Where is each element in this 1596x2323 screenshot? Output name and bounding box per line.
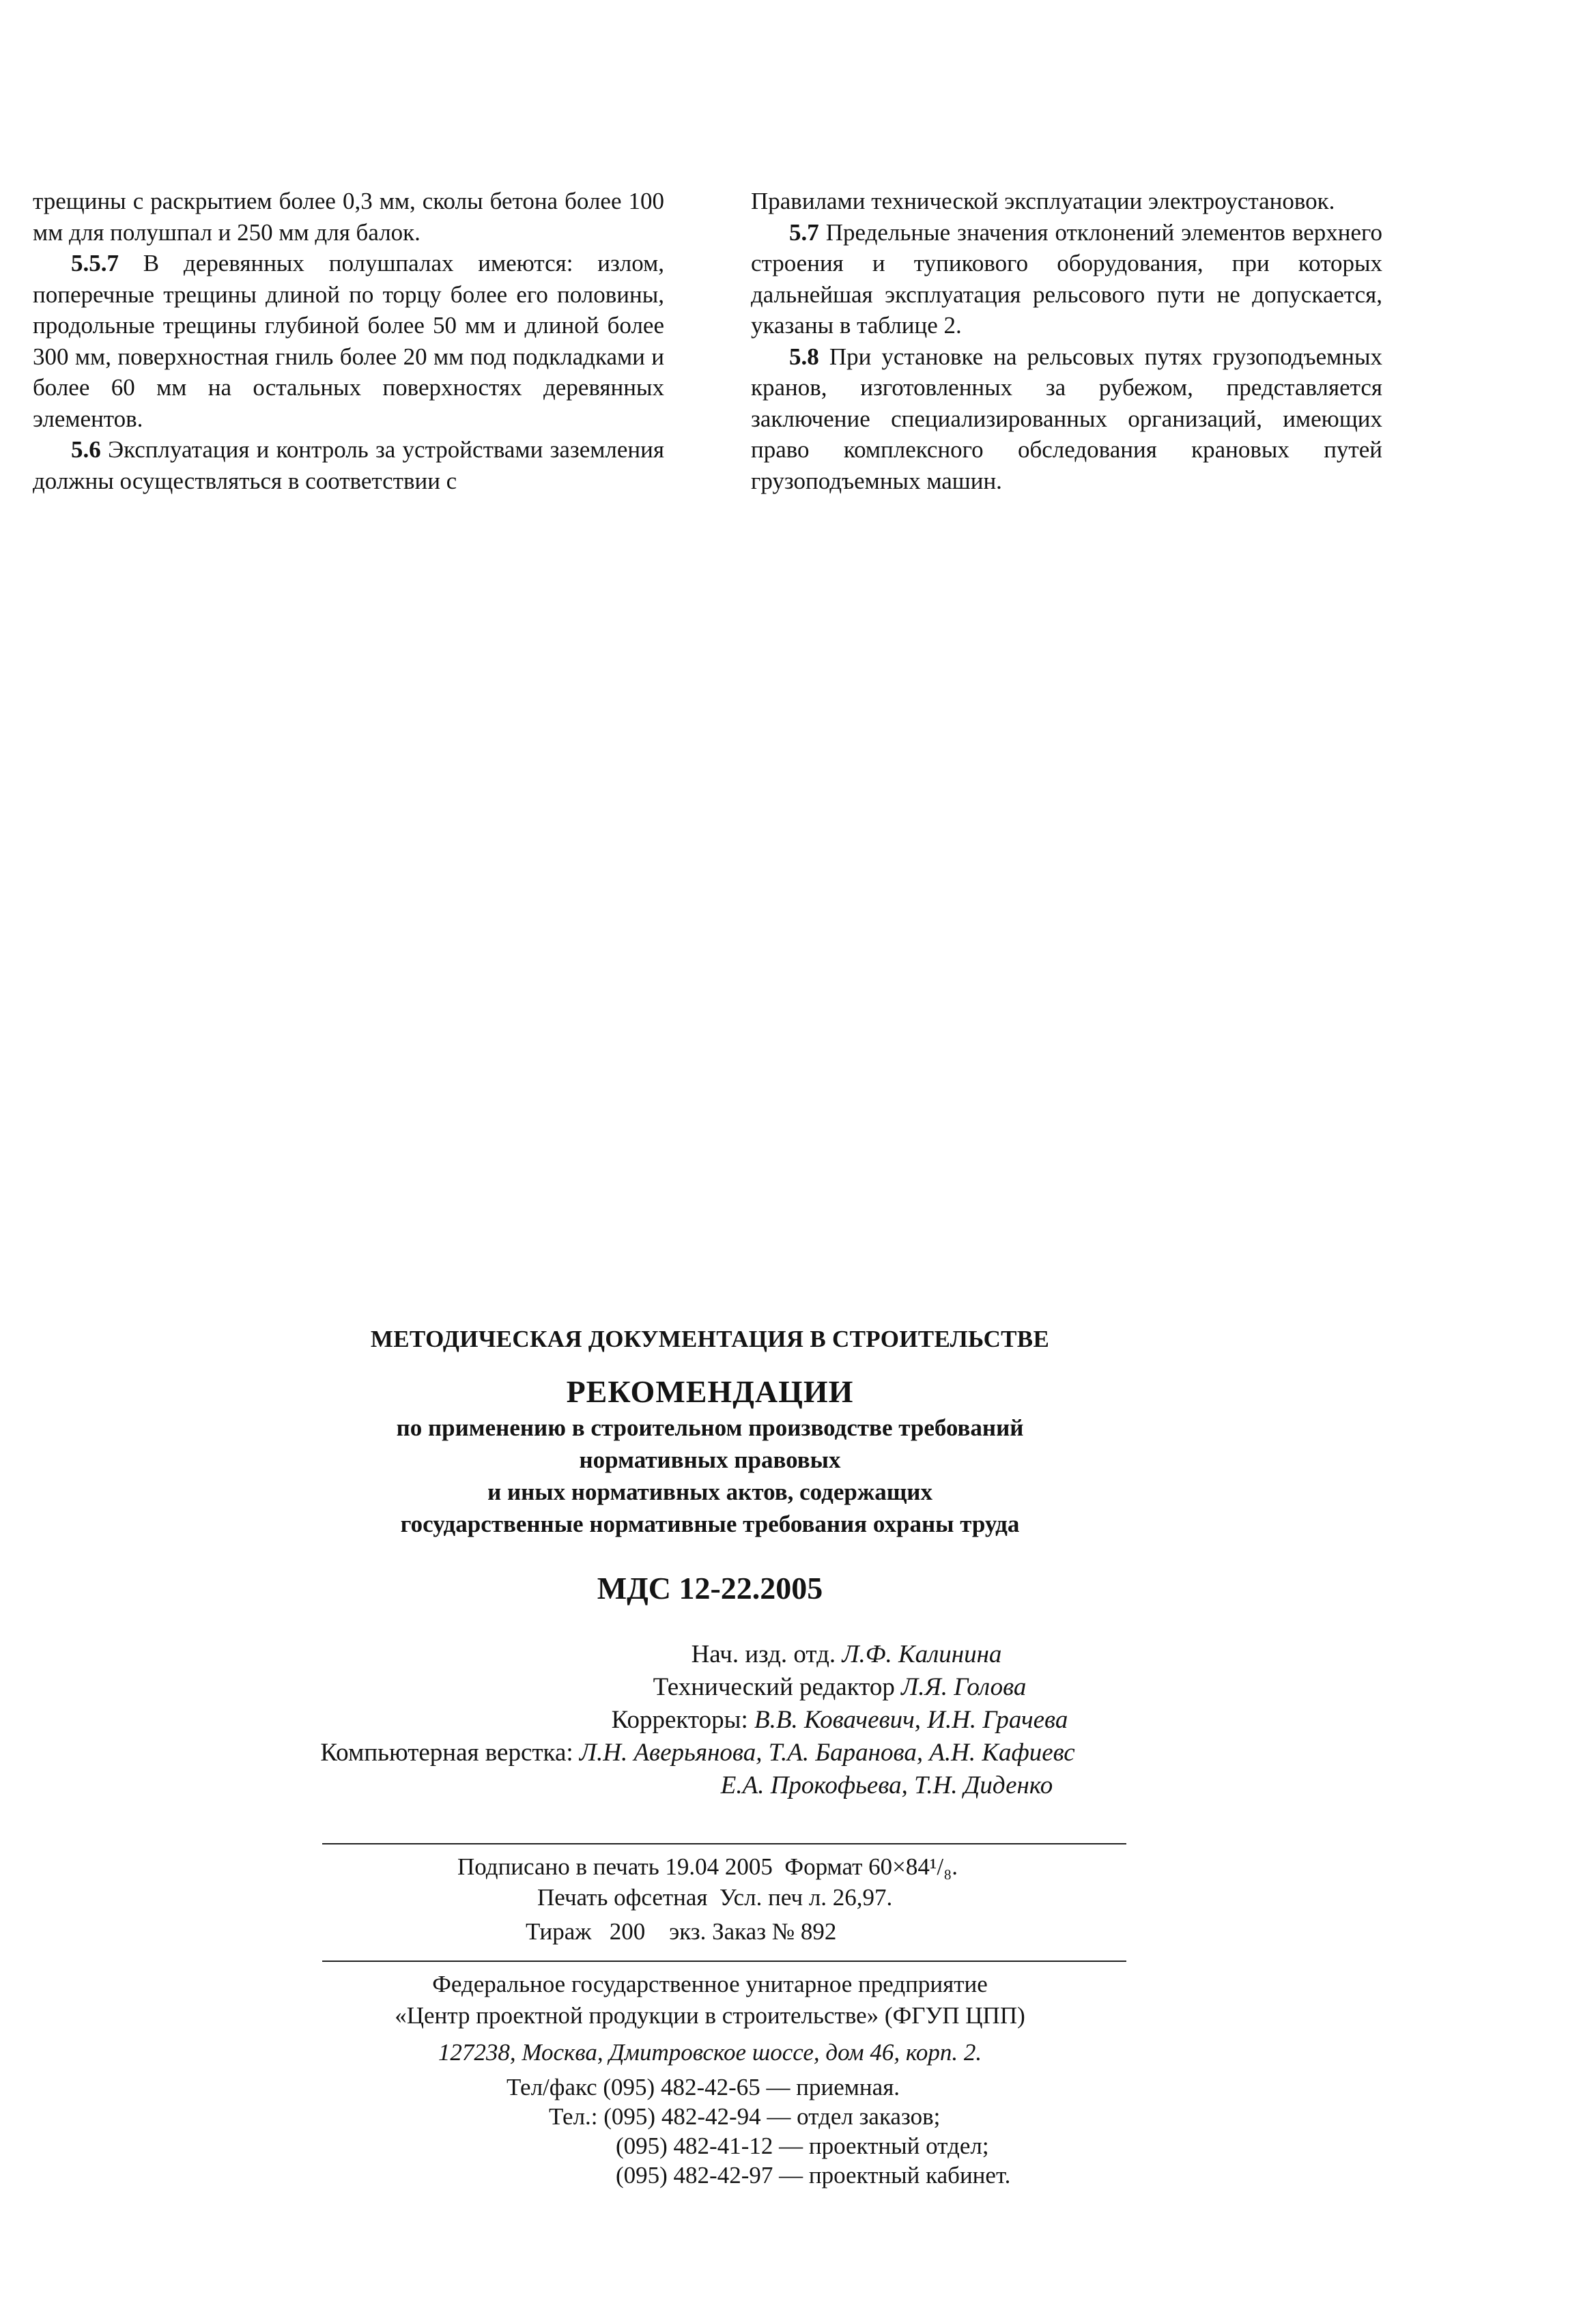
credit-layout: Компьютерная верстка: Л.Н. Аверьянова, Т.А. Баранова, А.Н. Кафиевс: [320, 1739, 1075, 1767]
print-run-line: Тираж 200 экз. Заказ № 892: [526, 1918, 837, 1945]
publisher-full-name: «Центр проектной продукции в строительстве» (ФГУП ЦПП): [395, 2002, 1025, 2029]
subtitle-line: нормативных правовых: [579, 1446, 841, 1473]
subtitle-line: по применению в строительном производстве требований: [396, 1414, 1024, 1441]
credit-editor: Технический редактор Л.Я. Голова: [653, 1673, 1027, 1701]
paragraph-text: Эксплуатация и контроль за устройствами заземления должны осуществляться в соответствии с: [33, 436, 664, 494]
credit-correctors: Корректоры: В.В. Ковачевич, И.Н. Грачева: [611, 1706, 1068, 1734]
contact-row: (095) 482-42-97 — проектный кабинет.: [616, 2162, 1011, 2189]
divider: [322, 1961, 1126, 1962]
publisher-name: Федеральное государственное унитарное предприятие: [432, 1971, 988, 1997]
right-column: [751, 186, 1382, 496]
contact-row: (095) 482-41-12 — проектный отдел;: [616, 2133, 989, 2159]
print-signed-line: Подписано в печать 19.04 2005 Формат 60×84¹/₈.: [457, 1853, 958, 1880]
contact-row: Тел.: (095) 482-42-94 — отдел заказов;: [549, 2103, 941, 2130]
credit-layout-cont: Е.А. Прокофьева, Т.Н. Диденко: [720, 1771, 1053, 1799]
divider: [322, 1843, 1126, 1844]
left-column: [33, 186, 664, 496]
paragraph-5-7: [751, 217, 1382, 341]
document-subtitle: [273, 1412, 1147, 1540]
series-title: МЕТОДИЧЕСКАЯ ДОКУМЕНТАЦИЯ В СТРОИТЕЛЬСТВЕ: [370, 1326, 1050, 1352]
document-code: МДС 12-22.2005: [597, 1571, 823, 1606]
paragraph-text: Предельные значения отклонений элементов верхнего строения и тупикового оборудования, при которых дальнейшая эксплуатация рельсового пути не допускается, указаны в таблице 2.: [751, 218, 1382, 339]
paragraph-continuation: трещины с раскрытием более 0,3 мм, сколы бетона более 100 мм для полушпал и 250 мм для балок.: [33, 188, 664, 246]
section-number: 5.6: [71, 436, 101, 463]
contact-row: Тел/факс (095) 482-42-65 — приемная.: [507, 2074, 900, 2100]
subtitle-line: государственные нормативные требования охраны труда: [400, 1511, 1020, 1537]
paragraph-text: В деревянных полушпалах имеются: излом, поперечные трещины длиной по торцу более его половины, продольные трещины глубиной более 50 мм и длиной более 300 мм, поверхностная гниль более 20 мм под подкладками и более 60 мм на остальных поверхностях деревянных элементов.: [33, 250, 664, 432]
document-heading: РЕКОМЕНДАЦИИ: [566, 1374, 854, 1409]
subtitle-line: и иных нормативных актов, содержащих: [487, 1479, 932, 1505]
paragraph-5-6: [33, 434, 664, 496]
paragraph-continuation: Правилами технической эксплуатации электроустановок.: [751, 188, 1335, 214]
publisher-address: 127238, Москва, Дмитровское шоссе, дом 46, корп. 2.: [438, 2039, 982, 2066]
paragraph-text: При установке на рельсовых путях грузоподъемных кранов, изготовленных за рубежом, представляется заключение специализированных организаций, имеющих право комплексного обследования крановых путей грузоподъемных машин.: [751, 343, 1382, 494]
paragraph-5-8: [751, 341, 1382, 497]
section-number: 5.8: [789, 343, 819, 370]
print-type-line: Печать офсетная Усл. печ л. 26,97.: [537, 1884, 893, 1911]
credit-head: Нач. изд. отд. Л.Ф. Калинина: [691, 1640, 1002, 1668]
section-number: 5.7: [789, 218, 819, 246]
section-number: 5.5.7: [71, 250, 119, 276]
paragraph-5-5-7: [33, 248, 664, 434]
